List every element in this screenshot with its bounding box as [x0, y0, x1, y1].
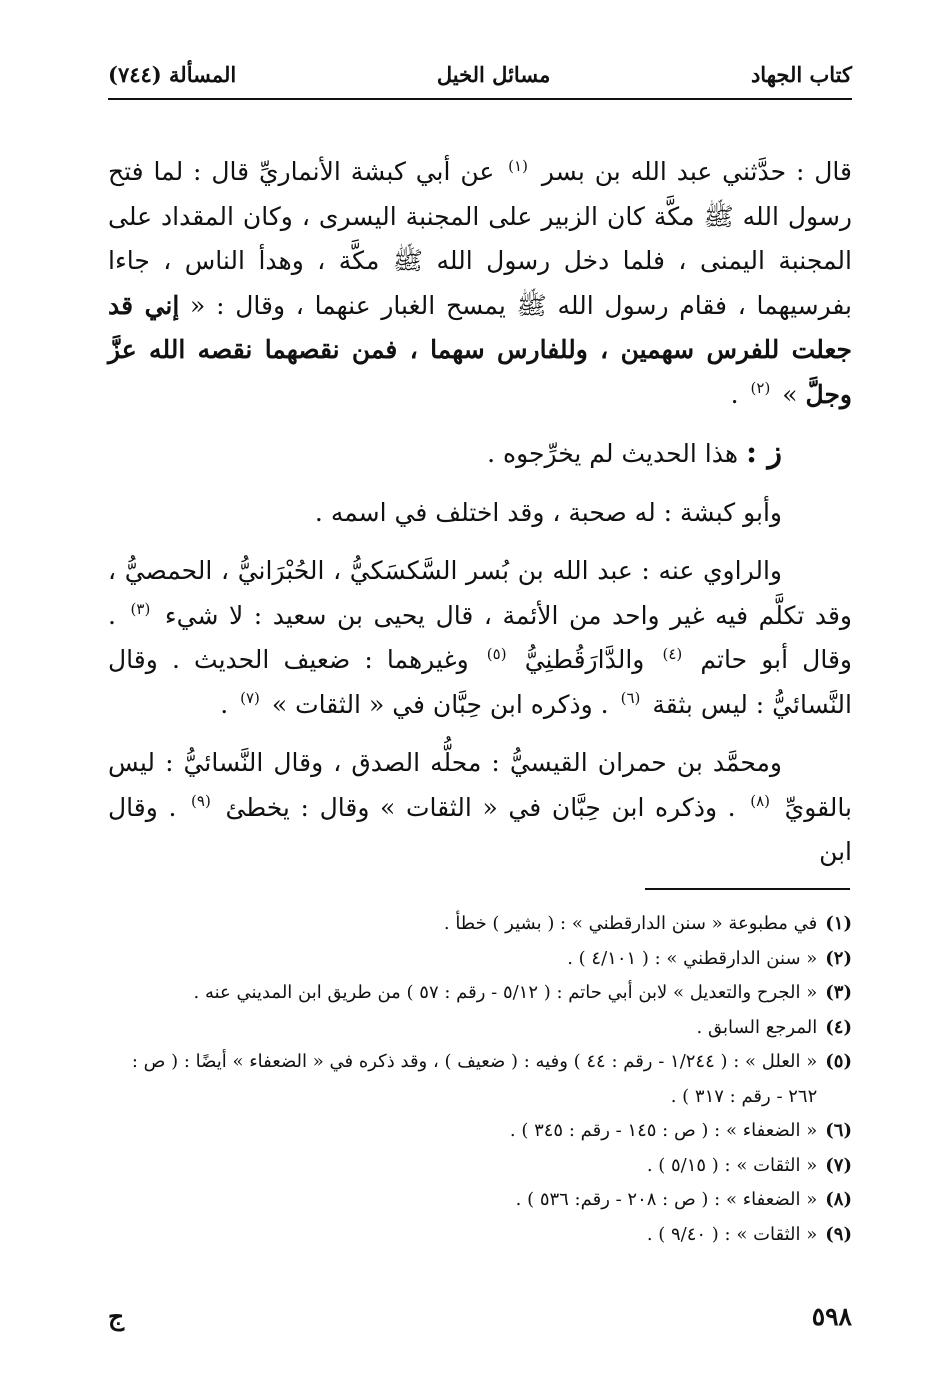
footnote-ref-5: (٥): [486, 644, 507, 663]
footnote: [108, 942, 852, 977]
footnote-ref-2: (٢): [750, 379, 771, 398]
book-title: كتاب الجهاد: [750, 61, 852, 87]
footnote: [108, 1183, 852, 1218]
abu-kabsha-text: وأبو كبشة : له صحبة ، وقد اختلف في اسمه .: [314, 497, 782, 527]
footnote: [108, 1149, 852, 1184]
narrator-text-5: . وذكره ابن حِبَّان في « الثقات »: [271, 689, 609, 719]
footnote-text: « الضعفاء » : ( ص : ٢٠٨ - رقم: ٥٣٦ ) .: [515, 1189, 818, 1210]
footnote-ref-1: (١): [508, 156, 528, 175]
narrator-text-1: والراوي عنه : عبد الله بن بُسر السَّكسَكيُّ ، الحُبْرَانيُّ ، الحمصيُّ ، وقد تكلَّم فيه غير واحد من الأئمة ، قال يحيى بن سعيد : لا شيء: [108, 556, 852, 630]
footnote-ref-6: (٦): [620, 689, 641, 708]
footnote-number: (٣): [825, 982, 852, 1003]
footnote-text: المرجع السابق .: [696, 1016, 818, 1038]
paragraph-narrator: [108, 549, 852, 727]
footnote: [108, 1011, 852, 1046]
narrator-text-2: . وقال أبو حاتم: [108, 600, 852, 674]
running-header: [108, 52, 852, 96]
footnote-text: « الثقات » : ( ٩/٤٠ ) .: [646, 1223, 818, 1245]
footnote-text: في مطبوعة « سنن الدارقطني » : ( بشير ) خطأ .: [443, 913, 818, 934]
footnote-ref-8: (٨): [750, 792, 771, 811]
page-number: ٥٩٨: [811, 1301, 852, 1331]
header-divider: [108, 98, 852, 100]
hadith-narrative: عن أبي كبشة الأنماريِّ قال : لما فتح رسول الله ﷺ مكَّة كان الزبير على المجنبة اليسرى ، وكان المقداد على المجنبة اليمنى ، فلما دخل رسول الله ﷺ مكَّة ، وهدأ الناس ، جاءا بفرسيهما ، فقام رسول الله ﷺ يمسح الغبار عنهما ، وقال : «: [108, 157, 852, 320]
footnote: [108, 976, 852, 1011]
footnote: [108, 1114, 852, 1149]
zay-text: هذا الحديث لم يخرِّجوه .: [487, 439, 739, 468]
footnote: [108, 1045, 852, 1114]
footnote-text: « العلل » : ( ١/٢٤٤ - رقم : ٤٤ ) وفيه : ( ضعيف ) ، وقد ذكره في « الضعفاء » أيضًا : ( ص : ٢٦٢ - رقم : ٣١٧ ) .: [131, 1051, 818, 1107]
paragraph-zay: [108, 431, 852, 477]
muhammad-text-1: ومحمَّد بن حمران القيسيُّ : محلُّه الصدق ، وقال النَّسائيُّ : ليس بالقويِّ: [108, 748, 852, 822]
issue-number: المسألة (٧٤٤): [108, 61, 237, 87]
hadith-quote: إني قد جعلت للفرس سهمين ، وللفارس سهما ، فمن نقصهما نقصه الله عزَّ وجلَّ: [108, 290, 852, 409]
paragraph-abu-kabsha: [108, 491, 852, 536]
footnote-number: (٩): [825, 1223, 852, 1245]
main-text: [108, 150, 852, 875]
page-footer: [108, 1294, 852, 1338]
footnote-ref-7: (٧): [240, 689, 260, 708]
footnote-number: (١): [825, 913, 852, 934]
footnote-number: (٦): [825, 1120, 852, 1141]
footnote-number: (٢): [825, 947, 852, 969]
signature-mark: ج: [108, 1301, 125, 1331]
hadith-intro: قال : حدَّثني عبد الله بن بسر: [541, 157, 852, 186]
footnote-text: « الضعفاء » : ( ص : ١٤٥ - رقم : ٣٤٥ ) .: [509, 1120, 818, 1141]
narrator-text-4: وغيرهما : ضعيف الحديث . وقال النَّسائيُّ : ليس بثقة: [108, 645, 852, 719]
chapter-title: مسائل الخيل: [436, 61, 551, 87]
hadith-end: .: [730, 379, 739, 409]
footnote-number: (٧): [825, 1154, 852, 1176]
muhammad-text-3: . وقال ابن: [108, 792, 852, 866]
hadith-quote-close: »: [782, 379, 798, 409]
footnote-text: « سنن الدارقطني » : ( ٤/١٠١ ) .: [567, 947, 818, 969]
narrator-text-3: والدَّارَقُطنِيُّ: [524, 645, 645, 674]
footnote-text: « الجرح والتعديل » لابن أبي حاتم : ( ٥/١٢ - رقم : ٥٧ ) من طريق ابن المديني عنه .: [193, 982, 818, 1003]
footnote-number: (٥): [825, 1051, 852, 1072]
footnote-ref-3: (٣): [130, 600, 151, 619]
footnote: [108, 907, 852, 942]
footnote-ref-4: (٤): [662, 644, 683, 663]
footnote-divider: [645, 888, 850, 890]
paragraph-muhammad: [108, 741, 852, 875]
footnote: [108, 1218, 852, 1253]
zay-mark: ز :: [745, 435, 782, 470]
footnote-number: (٨): [825, 1189, 852, 1210]
paragraph-hadith: [108, 150, 852, 417]
narrator-text-6: .: [220, 689, 229, 719]
muhammad-text-2: . وذكره ابن حِبَّان في « الثقات » وقال : يخطئ: [225, 792, 736, 822]
footnote-number: (٤): [825, 1016, 852, 1038]
footnote-ref-9: (٩): [191, 792, 211, 811]
footnotes: [108, 907, 852, 1252]
footnote-text: « الثقات » : ( ٥/١٥ ) .: [646, 1154, 818, 1176]
